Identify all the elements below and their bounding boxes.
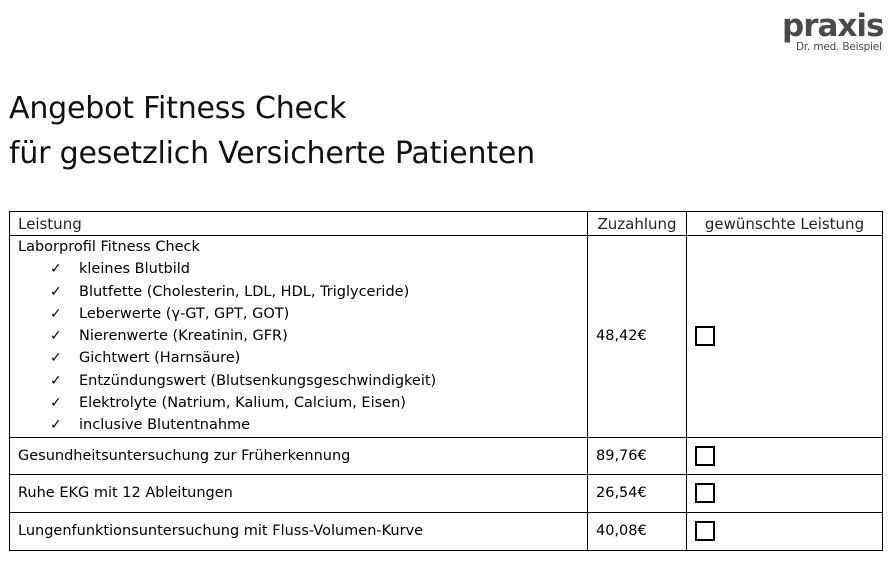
header-copay: Zuzahlung: [588, 212, 687, 236]
service-name: Gesundheitsuntersuchung zur Früherkennung: [10, 437, 588, 474]
title-line-2: für gesetzlich Versicherte Patienten: [9, 136, 535, 171]
list-item: [18, 414, 579, 436]
lab-item-label: kleines Blutbild: [79, 261, 190, 278]
lab-profile-price: 48,42€: [588, 236, 687, 438]
list-item: [18, 303, 579, 325]
service-name: Lungenfunktionsuntersuchung mit Fluss-Volumen-Kurve: [10, 512, 588, 550]
logo-subtitle: Dr. med. Beispiel: [796, 41, 882, 53]
offer-table: [9, 211, 883, 551]
header-service: Leistung: [10, 212, 588, 236]
checkmark-icon: ✓: [50, 283, 62, 300]
service-checkbox-cell: [687, 512, 883, 550]
page-title: [9, 86, 535, 176]
praxis-logo: [778, 8, 884, 54]
service-checkbox[interactable]: [695, 483, 715, 503]
service-price: 40,08€: [588, 512, 687, 550]
lab-item-label: Blutfette (Cholesterin, LDL, HDL, Triglyceride): [79, 283, 410, 300]
lab-profile-checkbox[interactable]: [695, 326, 715, 346]
service-name: Ruhe EKG mit 12 Ableitungen: [10, 474, 588, 512]
table-row-lab-profile: [10, 236, 883, 438]
service-checkbox-cell: [687, 474, 883, 512]
service-checkbox[interactable]: [695, 446, 715, 466]
service-checkbox[interactable]: [695, 521, 715, 541]
list-item: [18, 258, 579, 280]
service-price: 26,54€: [588, 474, 687, 512]
list-item: [18, 347, 579, 369]
logo-wordmark: praxis: [782, 8, 884, 44]
lab-profile-name: Laborprofil Fitness Check: [18, 239, 200, 255]
table-row: [10, 512, 883, 550]
table-header-row: [10, 212, 883, 236]
lab-item-label: Gichtwert (Harnsäure): [79, 350, 241, 367]
service-checkbox-cell: [687, 437, 883, 474]
lab-item-label: Nierenwerte (Kreatinin, GFR): [79, 328, 288, 345]
table-row: [10, 437, 883, 474]
list-item: [18, 281, 579, 303]
checkmark-icon: ✓: [50, 328, 62, 345]
list-item: [18, 392, 579, 414]
checkmark-icon: ✓: [50, 350, 62, 367]
list-item: [18, 370, 579, 392]
lab-item-label: Elektrolyte (Natrium, Kalium, Calcium, Eisen): [79, 395, 406, 412]
checkmark-icon: ✓: [50, 417, 62, 434]
checkmark-icon: ✓: [50, 372, 62, 389]
checkmark-icon: ✓: [50, 305, 62, 322]
lab-profile-cell: [10, 236, 588, 438]
header-wanted: gewünschte Leistung: [687, 212, 883, 236]
table-row: [10, 474, 883, 512]
checkmark-icon: ✓: [50, 395, 62, 412]
list-item: [18, 325, 579, 347]
checkmark-icon: ✓: [50, 261, 62, 278]
lab-item-label: inclusive Blutentnahme: [79, 417, 251, 434]
title-line-1: Angebot Fitness Check: [9, 91, 347, 126]
lab-item-label: Entzündungswert (Blutsenkungsgeschwindigkeit): [79, 372, 437, 389]
lab-profile-checkbox-cell: [687, 236, 883, 438]
service-price: 89,76€: [588, 437, 687, 474]
lab-item-label: Leberwerte (γ-GT, GPT, GOT): [79, 305, 290, 322]
